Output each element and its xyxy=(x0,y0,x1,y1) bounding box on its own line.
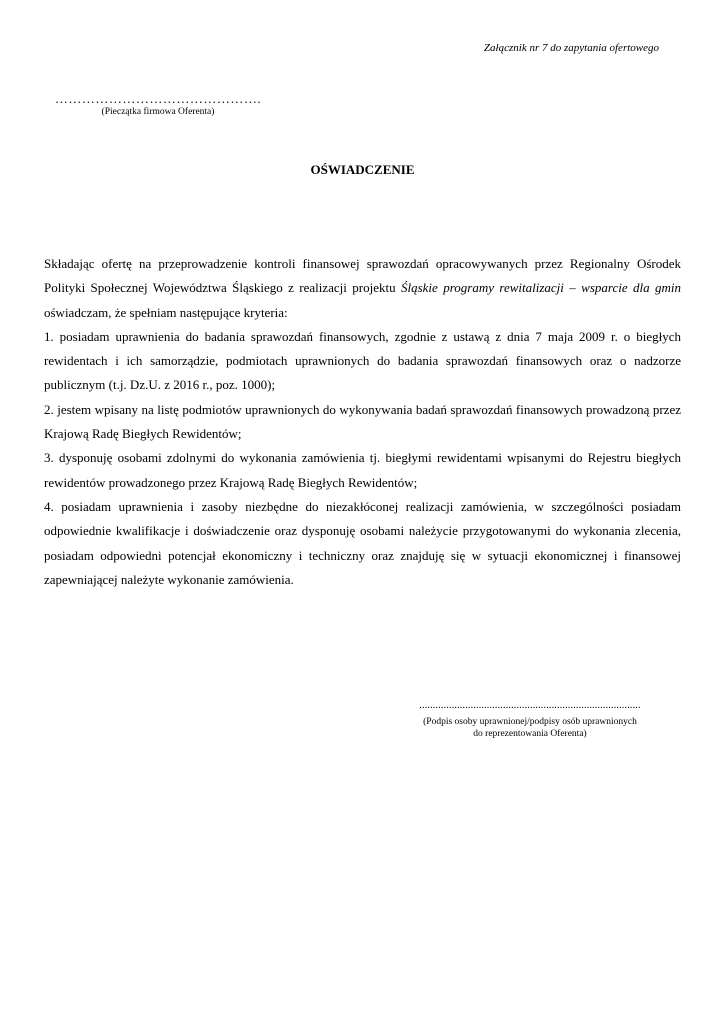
signature-caption-line-1: (Podpis osoby uprawnionej/podpisy osób uprawnionych xyxy=(423,717,637,727)
intro-end: oświadczam, że spełniam następujące kryteria: xyxy=(44,304,288,320)
attachment-note: Załącznik nr 7 do zapytania ofertowego xyxy=(483,42,659,54)
stamp-placeholder-line: ………………………………………. xyxy=(54,91,262,106)
criterion-item-2: 2. jestem wpisany na listę podmiotów uprawnionych do wykonywania badań sprawozdań finansowych prowadzoną przez Krajową Radę Biegłych Rewidentów; xyxy=(44,401,681,442)
signature-line: .................................................................................. xyxy=(419,700,641,711)
intro-start: Składając ofertę na przeprowadzenie kontroli finansowej sprawozdań opracowywanych przez Regionalny Ośrodek Polityki Społecznej Województwa Śląskiego z realizacji projektu xyxy=(44,256,681,296)
criterion-item-4: 4. posiadam uprawnienia i zasoby niezbędne do niezakłóconej realizacji zamówienia, w szczególności posiadam odpowiednie kwalifikacje i doświadczenie oraz dysponuję osobami należycie przygotowanymi do wykonania zlecenia, posiadam odpowiedni potencjał ekonomiczny i techniczny oraz znajduję się w sytuacji ekonomicznej i finansowej zapewniającej należyte wykonanie zamówienia. xyxy=(44,498,681,587)
signature-caption xyxy=(385,716,675,740)
company-stamp-block xyxy=(48,92,268,118)
criterion-item-1: 1. posiadam uprawnienia do badania sprawozdań finansowych, zgodnie z ustawą z dnia 7 maja 2009 r. o biegłych rewidentach i ich samorządzie, podmiotach uprawnionych do badania sprawozdań finansowych oraz o nadzorze publicznym (t.j. Dz.U. z 2016 r., poz. 1000); xyxy=(44,328,681,393)
criterion-item-3: 3. dysponuję osobami zdolnymi do wykonania zamówienia tj. biegłymi rewidentami wpisanymi do Rejestru biegłych rewidentów prowadzonego przez Krajową Radę Biegłych Rewidentów; xyxy=(44,450,681,490)
declaration-body xyxy=(44,252,681,592)
document-title: OŚWIADCZENIE xyxy=(310,162,415,177)
project-name: Śląskie programy rewitalizacji – wsparcie dla gmin xyxy=(400,280,681,296)
declaration-intro xyxy=(44,252,681,325)
signature-block xyxy=(385,700,675,740)
stamp-caption: (Pieczątka firmowa Oferenta) xyxy=(101,107,215,117)
signature-caption-line-2: do reprezentowania Oferenta) xyxy=(473,729,587,739)
